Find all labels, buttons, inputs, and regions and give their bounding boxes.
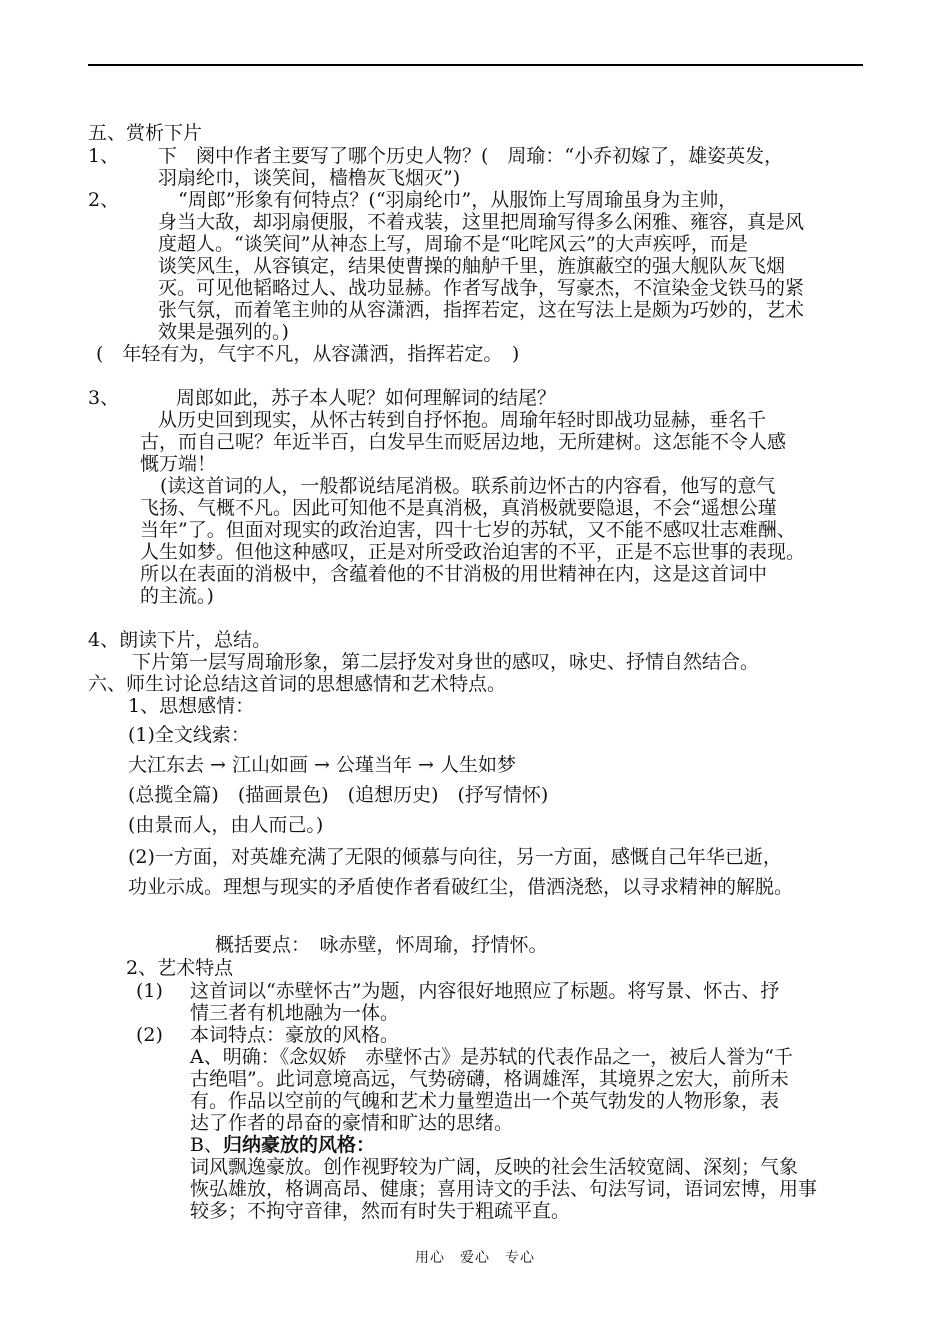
art-2-title: 本词特点：豪放的风格。 bbox=[190, 1024, 400, 1046]
q3-line-7: 人生如梦。但他这种感叹，正是对所受政治迫害的不平，正是不忘世事的表现。 bbox=[140, 541, 806, 563]
q3-line-2: 古，而自己呢？年近半百，白发早生而贬居边地，无所建树。这怎能不令人感 bbox=[140, 431, 787, 453]
q4-text: 下片第一层写周瑜形象，第二层抒发对身世的感叹，咏史、抒情自然结合。 bbox=[132, 651, 760, 673]
q3-question: 周郎如此，苏子本人呢？如何理解词的结尾？ bbox=[176, 387, 557, 409]
q2-line-6: 张气氛，而着笔主帅的从容潇洒，指挥若定，这在写法上是颇为巧妙的，艺术 bbox=[158, 299, 805, 321]
q3-line-8: 所以在表面的消极中，含蕴着他的不甘消极的用世精神在内，这是这首词中 bbox=[140, 563, 768, 585]
art-2B-line-2: 恢弘雄放，格调高昂、健康；喜用诗文的手法、句法写词，语词宏博，用事 bbox=[190, 1178, 818, 1200]
q3-line-6: 当年”了。但面对现实的政治迫害，四十七岁的苏轼，又不能不感叹壮志难酬、 bbox=[140, 519, 796, 541]
art-1-line-1: 这首词以“赤壁怀古”为题，内容很好地照应了标题。将写景、怀古、抒 bbox=[190, 980, 780, 1002]
section-6-heading: 六、师生讨论总结这首词的思想感情和艺术特点。 bbox=[88, 673, 507, 695]
top-rule bbox=[88, 64, 863, 66]
q3-line-3: 慨万端！ bbox=[140, 453, 217, 475]
thoughts-heading: 1、思想感情： bbox=[128, 695, 255, 717]
clue-heading: (1)全文线索： bbox=[128, 724, 250, 746]
q1-number: 1、 bbox=[88, 145, 120, 167]
q3-line-9: 的主流。) bbox=[140, 585, 214, 607]
art-2A-line-4: 达了作者的昂奋的豪情和旷达的思绪。 bbox=[190, 1112, 514, 1134]
q2-line-5: 灭。可见他韬略过人、战功显赫。作者写战争，写豪杰，不渲染金戈铁马的紧 bbox=[158, 277, 805, 299]
art-2A-line-3: 有。作品以空前的气魄和艺术力量塑造出一个英气勃发的人物形象，表 bbox=[190, 1090, 780, 1112]
q2-number: 2、 bbox=[88, 189, 120, 211]
clue-end: (由景而人，由人而己。) bbox=[128, 814, 324, 836]
art-2A-line-2: 古绝唱”。此词意境高远，气势磅礴，格调雄浑，其境界之宏大，前所未 bbox=[190, 1068, 789, 1090]
q3-line-5: 飞扬、气概不凡。因此可知他不是真消极，真消极就要隐退，不会“遥想公瑾 bbox=[140, 497, 777, 519]
thoughts-2-line-2: 功业示成。理想与现实的矛盾使作者看破红尘，借洒浇愁，以寻求精神的解脱。 bbox=[128, 876, 794, 898]
q2-line-4: 谈笑风生，从容镇定，结果使曹操的舳舻千里，旌旗蔽空的强大舰队灰飞烟 bbox=[158, 255, 786, 277]
art-2-number: (2) bbox=[136, 1024, 163, 1046]
art-1-number: (1) bbox=[136, 980, 163, 1002]
art-1-line-2: 情三者有机地融为一体。 bbox=[190, 1002, 400, 1024]
q1-line-1: 下 阕中作者主要写了哪个历史人物？( 周瑜：“小乔初嫁了，雄姿英发， bbox=[158, 145, 784, 167]
q2-line-3: 度超人。“谈笑间”从神态上写，周瑜不是“叱咤风云”的大声疾呼，而是 bbox=[158, 233, 748, 255]
art-2B-heading bbox=[190, 1134, 375, 1156]
q2-line-1: “周郎”形象有何特点？(“羽扇纶巾”，从服饰上写周瑜虽身为主帅， bbox=[178, 189, 738, 211]
q4-heading: 4、朗读下片，总结。 bbox=[88, 629, 272, 651]
q3-line-1: 从历史回到现实，从怀古转到自抒怀抱。周瑜年轻时即战功显赫，垂名千 bbox=[158, 409, 767, 431]
q3-number: 3、 bbox=[88, 387, 120, 409]
art-2A-line-1: A、明确：《念奴娇 赤壁怀古》是苏轼的代表作品之一，被后人誉为“千 bbox=[190, 1046, 793, 1068]
art-2B-line-1: 词风飘逸豪放。创作视野较为广阔，反映的社会生活较宽阔、深刻；气象 bbox=[190, 1156, 799, 1178]
q2-line-2: 身当大敌，却羽扇便服，不着戎装，这里把周瑜写得多么闲雅、雍容，真是风 bbox=[158, 211, 805, 233]
q1-line-2: 羽扇纶巾，谈笑间，樯橹灰飞烟灭”) bbox=[158, 167, 461, 189]
q2-line-7: 效果是强列的。) bbox=[158, 321, 289, 343]
page-footer: 用心 爱心 专心 bbox=[415, 1250, 535, 1266]
q2-summary: ( 年轻有为，气宇不凡，从容潇洒，指挥若定。 ) bbox=[96, 343, 520, 365]
summary-points: 概括要点： 咏赤壁，怀周瑜，抒情怀。 bbox=[215, 934, 548, 956]
art-2B-line-3: 较多；不拘守音律，然而有时失于粗疏平直。 bbox=[190, 1200, 571, 1222]
clue-notes: (总揽全篇) (描画景色) (追想历史) (抒写情怀) bbox=[128, 784, 549, 806]
art-2B-prefix: B、 bbox=[190, 1134, 223, 1156]
q3-line-4: (读这首词的人，一般都说结尾消极。联系前边怀古的内容看，他写的意气 bbox=[160, 475, 776, 497]
thoughts-2-line-1: (2)一方面，对英雄充满了无限的倾慕与向往，另一方面，感慨自己年华已逝， bbox=[128, 846, 782, 868]
clue-chain: 大江东去 → 江山如画 → 公瑾当年 → 人生如梦 bbox=[128, 754, 516, 776]
art-2B-bold-title: 归纳豪放的风格： bbox=[222, 1134, 375, 1156]
art-heading: 2、艺术特点 bbox=[126, 957, 234, 979]
section-5-heading: 五、赏析下片 bbox=[88, 122, 203, 144]
